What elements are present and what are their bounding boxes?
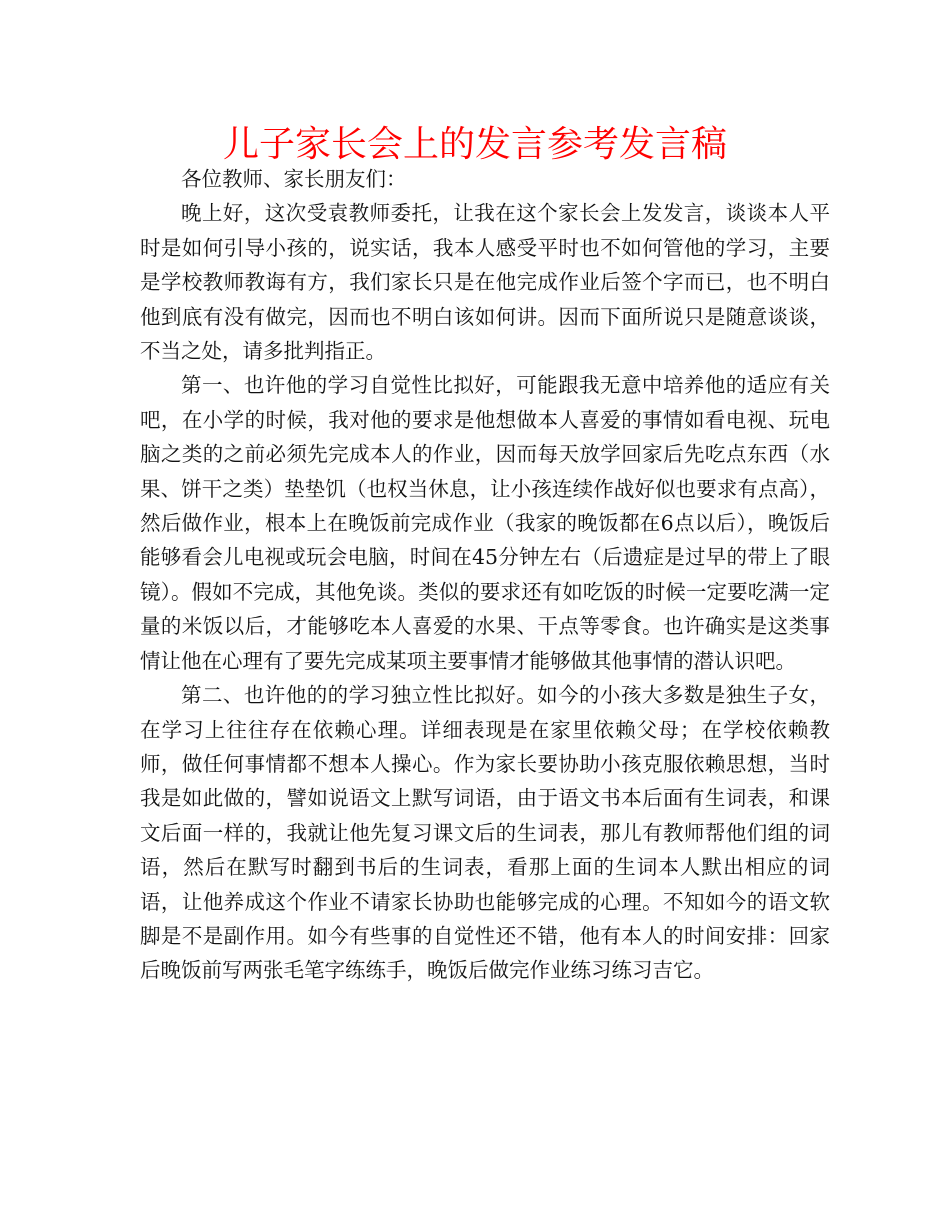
document-title: 儿子家长会上的发言参考发言稿	[222, 124, 727, 165]
document-body	[140, 162, 830, 988]
first-point-paragraph: 第一、也许他的学习自觉性比拟好，可能跟我无意中培养他的适应有关吧，在小学的时候，我对他的要求是他想做本人喜爱的事情如看电视、玩电脑之类的之前必须先完成本人的作业，因而每天放学回家后先吃点东西（水果、饼干之类）垫垫饥（也权当休息，让小孩连续作战好似也要求有点高），然后做作业，根本上在晚饭前完成作业（我家的晚饭都在6点以后），晚饭后能够看会儿电视或玩会电脑，时间在45分钟左右（后遗症是过早的带上了眼镜）。假如不完成，其他免谈。类似的要求还有如吃饭的时候一定要吃满一定量的米饭以后，才能够吃本人喜爱的水果、干点等零食。也许确实是这类事情让他在心理有了要先完成某项主要事情才能够做其他事情的潜认识吧。	[140, 373, 830, 673]
opening-paragraph: 晚上好，这次受袁教师委托，让我在这个家长会上发发言，谈谈本人平时是如何引导小孩的，说实话，我本人感受平时也不如何管他的学习，主要是学校教师教诲有方，我们家长只是在他完成作业后签个字而已，也不明白他到底有没有做完，因而也不明白该如何讲。因而下面所说只是随意谈谈，不当之处，请多批判指正。	[140, 201, 830, 364]
second-point-paragraph: 第二、也许他的的学习独立性比拟好。如今的小孩大多数是独生子女，在学习上往往存在依赖心理。详细表现是在家里依赖父母；在学校依赖教师，做任何事情都不想本人操心。作为家长要协助小孩克服依赖思想，当时我是如此做的，譬如说语文上默写词语，由于语文书本后面有生词表，和课文后面一样的，我就让他先复习课文后的生词表，那儿有教师帮他们组的词语，然后在默写时翻到书后的生词表，看那上面的生词本人默出相应的词语，让他养成这个作业不请家长协助也能够完成的心理。不知如今的语文软脚是不是副作用。如今有些事的自觉性还不错，他有本人的时间安排：回家后晚饭前写两张毛笔字练练手，晚饭后做完作业练习练习吉它。	[140, 683, 830, 983]
salutation-paragraph: 各位教师、家长朋友们：	[181, 167, 407, 191]
